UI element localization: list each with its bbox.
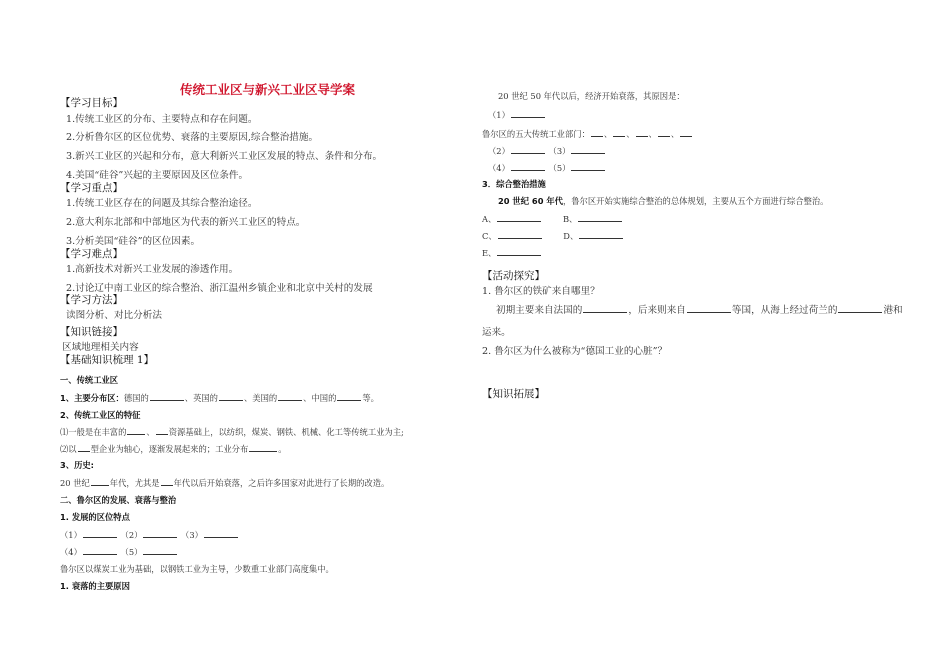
difficulty-item: 1.高新技术对新兴工业发展的渗透作用。 bbox=[66, 264, 239, 275]
feature-b: ⑵以 型企业为轴心，逐渐发展起来的；工业分布 。 bbox=[60, 444, 287, 454]
method-text: 读图分析、对比分析法 bbox=[66, 310, 162, 321]
goals-heading: 【学习目标】 bbox=[60, 97, 123, 109]
decline-title: 1. 衰落的主要原因 bbox=[60, 581, 130, 591]
distribution-line: 1、主要分布区：德国的 、英国的 、美国的 、中国的 等。 bbox=[60, 393, 379, 403]
difficulty-heading: 【学习难点】 bbox=[60, 248, 123, 260]
key-item: 3.分析美国“硅谷”的区位因素。 bbox=[66, 236, 201, 247]
link-text: 区域地理相关内容 bbox=[62, 342, 139, 353]
question-2: 2. 鲁尔区为什么被称为“德国工业的心脏”？ bbox=[482, 346, 668, 357]
question-1: 1. 鲁尔区的铁矿来自哪里？ bbox=[482, 286, 600, 297]
five-sectors-line: 鲁尔区的五大传统工业部门： 、 、 、 、 bbox=[482, 127, 693, 140]
activity-heading: 【活动探究】 bbox=[482, 270, 545, 282]
goal-item: 1.传统工业区的分布、主要特点和存在问题。 bbox=[66, 114, 258, 125]
decline-blank-1: （1） bbox=[488, 108, 546, 121]
measures-row-e: E、 bbox=[482, 246, 542, 259]
feature-a: ⑴一般是在丰富的 、 资源基础上，以纺织，煤炭、钢铁、机械、化工等传统工业为主; bbox=[60, 427, 404, 437]
key-heading: 【学习重点】 bbox=[60, 182, 123, 194]
section-1-title: 一、传统工业区 bbox=[60, 375, 119, 385]
goal-item: 3.新兴工业区的兴起和分布，意大利新兴工业区发展的特点、条件和分布。 bbox=[66, 151, 383, 162]
link-heading: 【知识链接】 bbox=[60, 326, 123, 338]
features-title: 2、传统工业区的特征 bbox=[60, 410, 141, 420]
decline-reason-intro: 20 世纪 50 年代以后，经济开始衰落，其原因是： bbox=[498, 91, 685, 101]
goal-item: 4.美国“硅谷”兴起的主要原因及区位条件。 bbox=[66, 170, 249, 181]
measures-intro: 20 世纪 60 年代，鲁尔区开始实施综合整治的总体规划，主要从五个方面进行综合整治。 bbox=[498, 196, 829, 206]
location-blanks-row-1: （1） （2） （3） bbox=[60, 528, 239, 541]
location-blanks-row-2: （4） （5） bbox=[60, 545, 178, 558]
decline-blanks-2-3: （2） （3） bbox=[488, 144, 606, 157]
location-title: 1. 发展的区位特点 bbox=[60, 512, 130, 522]
history-line: 20 世纪 年代，尤其是 年代以后开始衰落，之后许多国家对此进行了长期的改造。 bbox=[60, 478, 390, 488]
difficulty-item: 2.讨论辽中南工业区的综合整治、浙江温州乡镇企业和北京中关村的发展 bbox=[66, 283, 373, 294]
measures-row-cd: C、 D、 bbox=[482, 229, 624, 242]
history-title: 3、历史: bbox=[60, 460, 94, 470]
goal-item: 2.分析鲁尔区的区位优势、衰落的主要原因,综合整治措施。 bbox=[66, 132, 319, 143]
method-heading: 【学习方法】 bbox=[60, 294, 123, 306]
question-1-fill: 初期主要来自法国的 ，后来则来自 等国，从海上经过荷兰的 港和 bbox=[496, 305, 903, 316]
page-title: 传统工业区与新兴工业区导学案 bbox=[180, 82, 356, 97]
extension-heading: 【知识拓展】 bbox=[482, 388, 545, 400]
ruhr-note: 鲁尔区以煤炭工业为基础，以钢铁工业为主导，少数重工业部门高度集中。 bbox=[60, 564, 334, 574]
question-1-end: 运来。 bbox=[482, 327, 511, 338]
key-item: 1.传统工业区存在的问题及其综合整治途径。 bbox=[66, 198, 258, 209]
measures-title: 3．综合整治措施 bbox=[482, 179, 546, 189]
decline-blanks-4-5: （4） （5） bbox=[488, 161, 606, 174]
basics-heading: 【基础知识梳理 1】 bbox=[60, 354, 155, 366]
section-2-title: 二、鲁尔区的发展、衰落与整治 bbox=[60, 495, 177, 505]
key-item: 2.意大利东北部和中部地区为代表的新兴工业区的特点。 bbox=[66, 217, 306, 228]
measures-row-ab: A、 B、 bbox=[482, 212, 623, 225]
